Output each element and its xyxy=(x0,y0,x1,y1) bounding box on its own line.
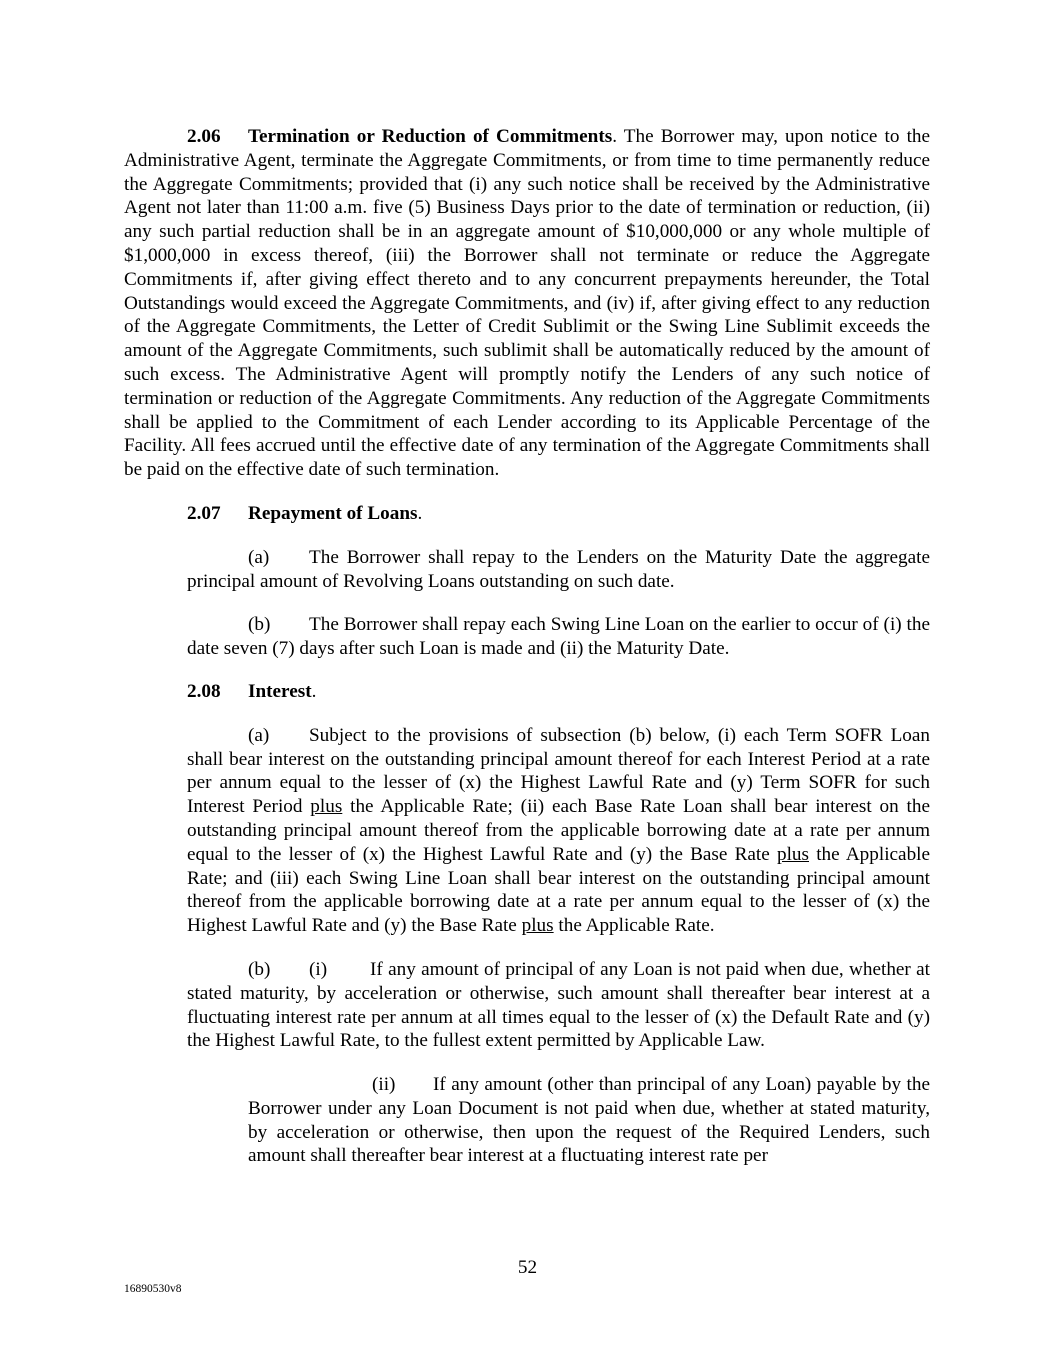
clause-label: (b) xyxy=(248,614,271,636)
section-number: 2.07 xyxy=(187,502,221,524)
document-id: 16890530v8 xyxy=(124,1283,182,1295)
section-2-08-b-i xyxy=(187,958,930,1053)
subclause-label: (ii) xyxy=(372,1074,396,1096)
clause-label: (a) xyxy=(248,724,270,746)
document-page xyxy=(124,125,930,1168)
section-title: Repayment of Loans xyxy=(248,502,418,524)
section-title-period: . xyxy=(311,680,317,702)
clause-text: If any amount (other than principal of any Loan) payable by the Borrower under any Loan Document is not paid when due, whether at stated maturity, by acceleration or otherwise, then upon the request of the Required Lenders, such amount shall thereafter bear interest at a fluctuating interest rate per xyxy=(248,1074,930,1167)
clause-text-2: the Applicable Rate; (ii) each Base Rate Loan shall bear interest on the outstanding principal amount thereof from the applicable borrowing date at a rate per annum equal to the lesser of (x) the Highest Lawful Rate and (y) the Base Rate xyxy=(187,796,930,865)
page-number: 52 xyxy=(517,1257,538,1278)
section-2-07-a xyxy=(187,546,930,594)
plus-term: plus xyxy=(310,796,343,818)
section-body: . The Borrower may, upon notice to the Administrative Agent, terminate the Aggregate Commitments, or from time to time permanently reduce the Aggregate Commitments; provided that (i) any such notice shall be received by the Administrative Agent not later than 11:00 a.m. five (5) Business Days prior to the date of termination or reduction, (ii) any such partial reduction shall be in an aggregate amount of $10,000,000 or any whole multiple of $1,000,000 in excess thereof, (iii) the Borrower shall not terminate or reduce the Aggregate Commitments if, after giving effect thereto and to any concurrent prepayments hereunder, the Total Outstandings would exceed the Aggregate Commitments, and (iv) if, after giving effect to any reduction of the Aggregate Commitments, the Letter of Credit Sublimit or the Swing Line Sublimit exceeds the amount of the Aggregate Commitments, such sublimit shall be automatically reduced by the amount of such excess. The Administrative Agent will promptly notify the Lenders of any such notice of termination or reduction of the Aggregate Commitments. Any reduction of the Aggregate Commitments shall be applied to the Commitment of each Lender according to its Applicable Percentage of the Facility. All fees accrued until the effective date of any termination of the Aggregate Commitments shall be paid on the effective date of such termination. xyxy=(124,126,931,481)
section-2-08-a xyxy=(187,724,930,938)
section-title-period: . xyxy=(417,502,423,524)
section-number: 2.08 xyxy=(187,680,221,702)
plus-term: plus xyxy=(777,843,809,865)
section-title: Termination or Reduction of Commitments xyxy=(248,126,613,147)
section-2-08-b-ii xyxy=(248,1073,930,1168)
clause-text-3: the Applicable Rate; and (iii) each Swing Line Loan shall bear interest on the outstanding principal amount thereof from the applicable borrowing date at a rate per annum equal to the lesser of (x) the Highest Lawful Rate and (y) the Base Rate xyxy=(187,843,931,937)
section-number: 2.06 xyxy=(187,126,221,147)
section-2-07-heading xyxy=(187,502,930,526)
plus-term: plus xyxy=(521,915,554,937)
section-2-08-heading xyxy=(187,680,930,704)
clause-text: The Borrower shall repay each Swing Line Loan on the earlier to occur of (i) the date seven (7) days after such Loan is made and (ii) the Maturity Date. xyxy=(187,614,930,660)
clause-text-1: Subject to the provisions of subsection (b) below, (i) each Term SOFR Loan shall bear interest on the outstanding principal amount thereof for each Interest Period at a rate per annum equal to the lesser of (x) the Highest Lawful Rate and (y) Term SOFR for such Interest Period xyxy=(187,724,930,818)
section-title: Interest xyxy=(248,680,312,702)
clause-text: The Borrower shall repay to the Lenders on the Maturity Date the aggregate principal amount of Revolving Loans outstanding on such date. xyxy=(187,546,930,592)
section-2-06 xyxy=(124,125,930,482)
clause-text: If any amount of principal of any Loan is not paid when due, whether at stated maturity, by acceleration or otherwise, such amount shall thereafter bear interest at a fluctuating interest rate per annum at all times equal to the lesser of (x) the Default Rate and (y) the Highest Lawful Rate, to the fullest extent permitted by Applicable Law. xyxy=(187,958,930,1052)
clause-text-4: the Applicable Rate. xyxy=(553,915,715,937)
section-2-07-b xyxy=(187,613,930,661)
subclause-label: (i) xyxy=(309,958,328,980)
clause-label: (a) xyxy=(248,546,270,568)
clause-label: (b) xyxy=(248,958,271,980)
